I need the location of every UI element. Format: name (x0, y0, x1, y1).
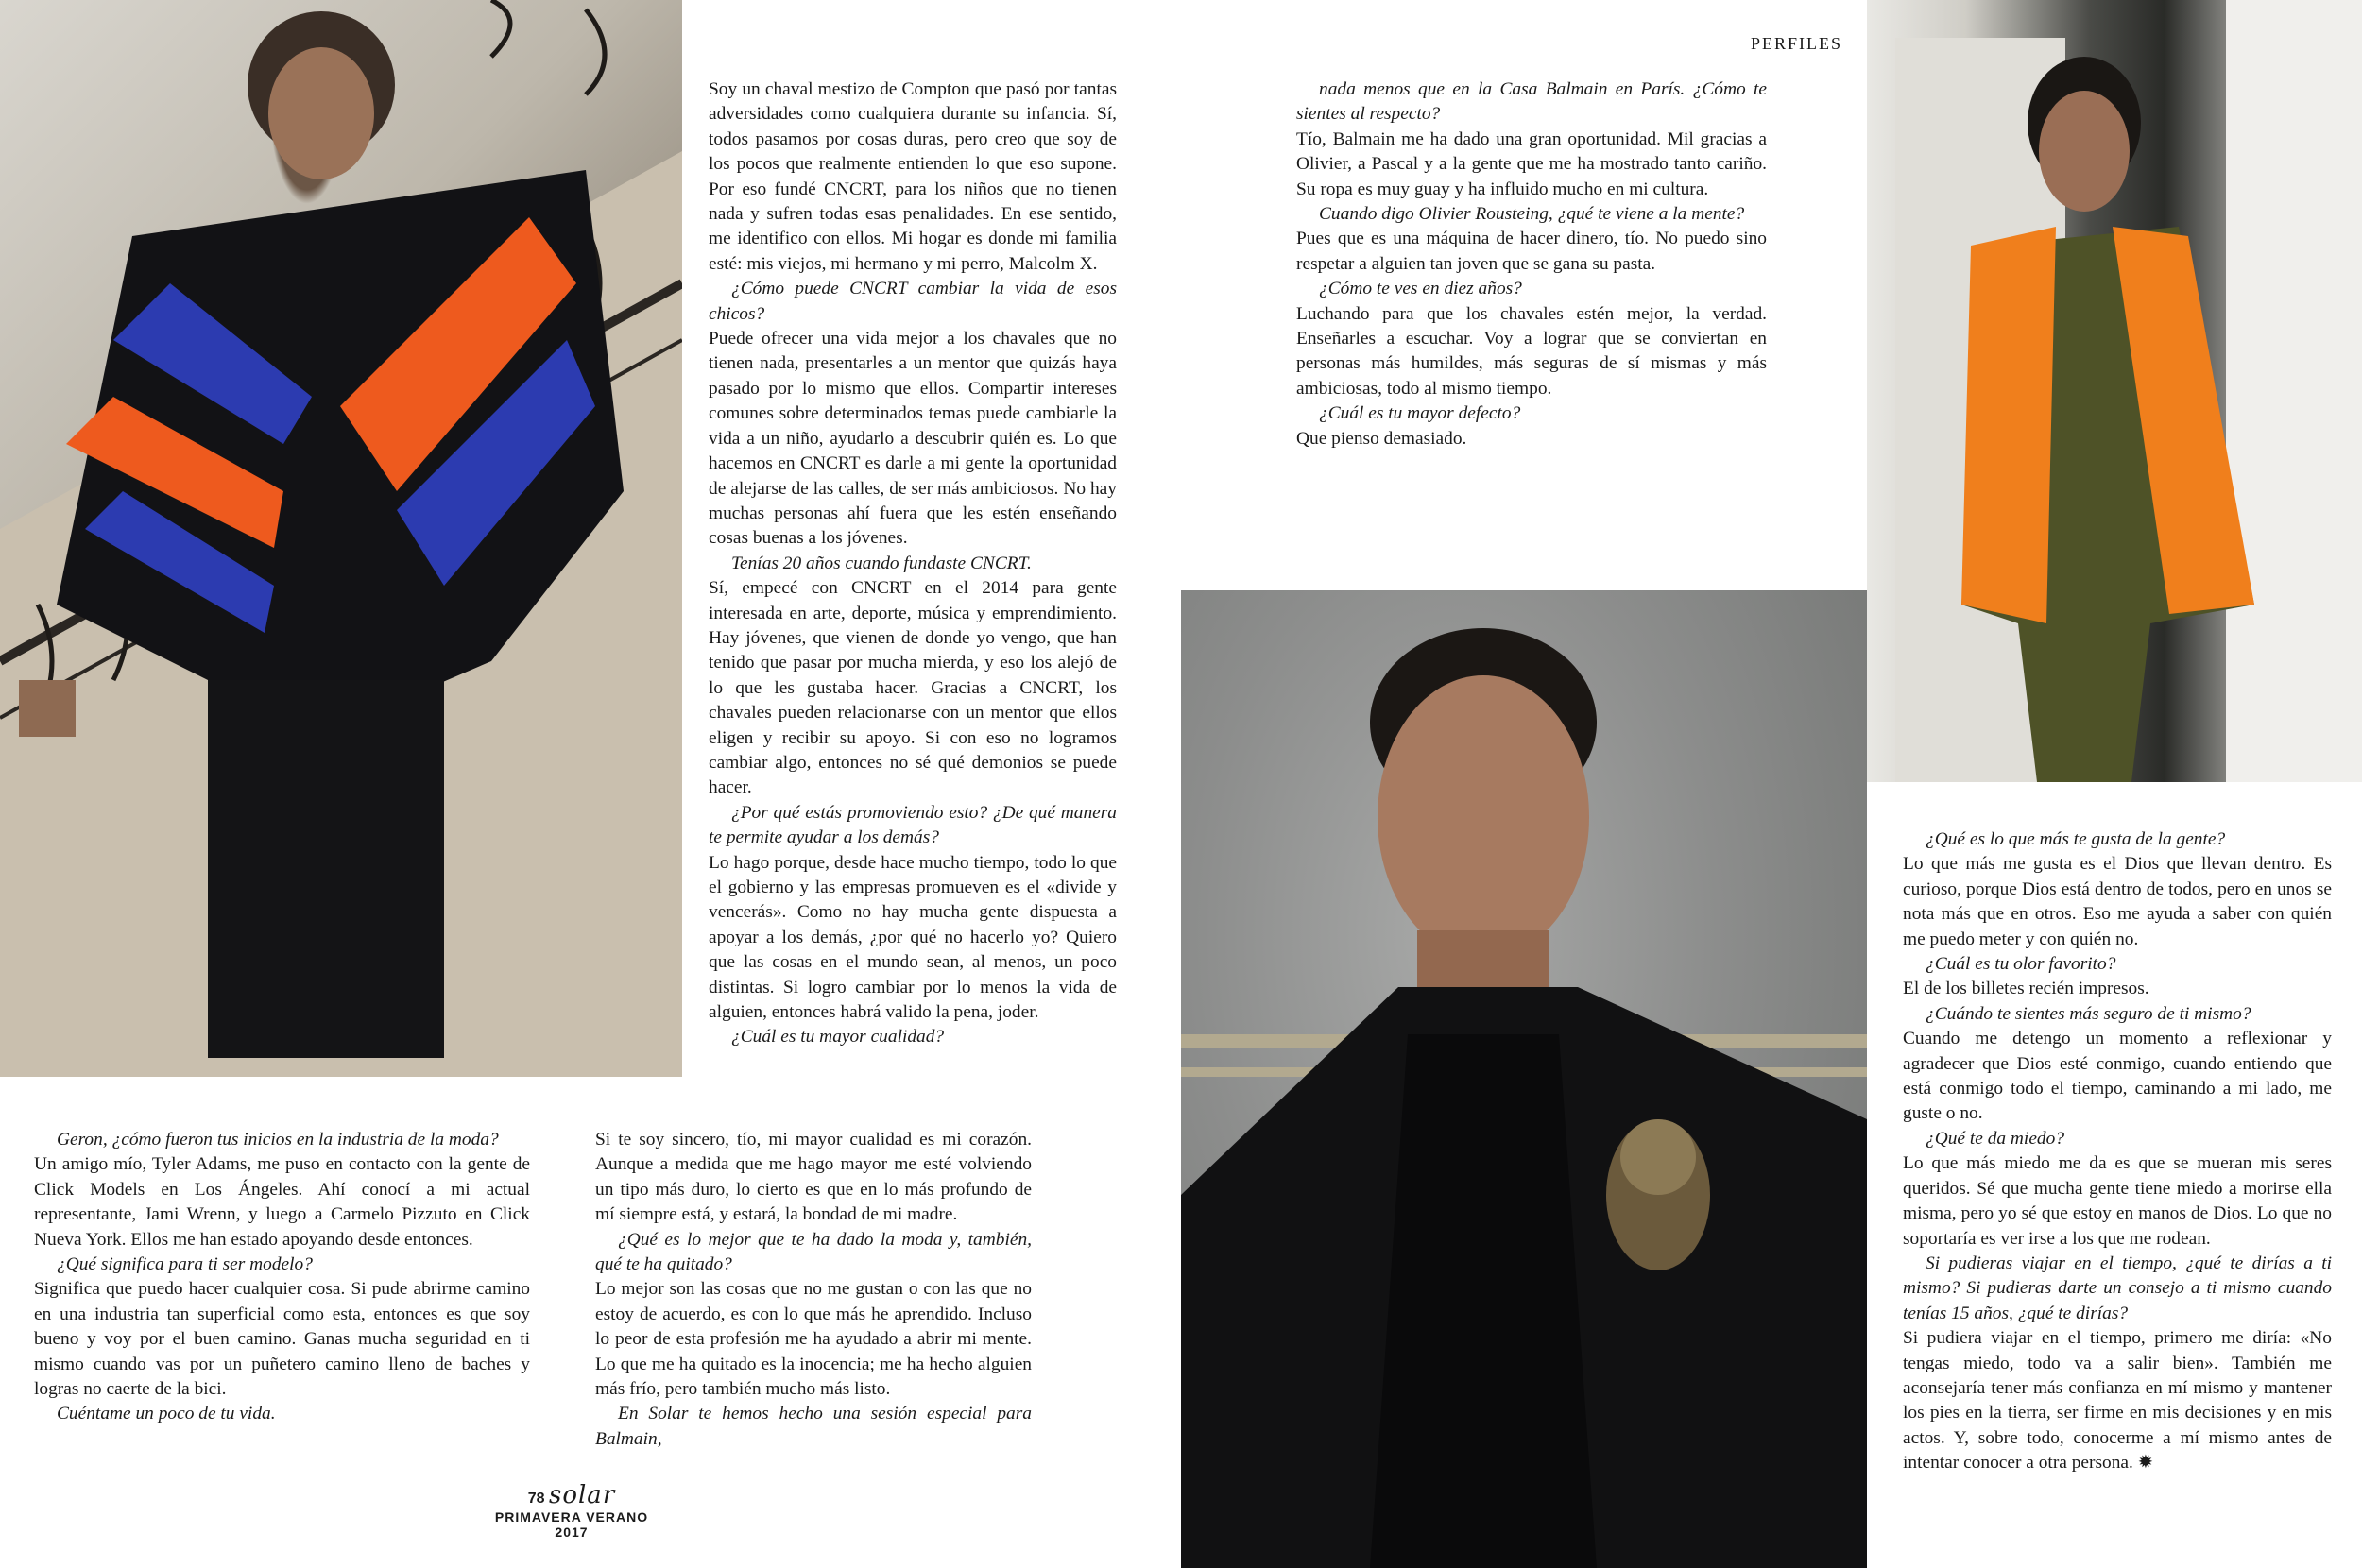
page-number: 78 (527, 1491, 545, 1507)
interview-question: ¿Qué te da miedo? (1926, 1128, 2065, 1149)
interview-answer: Si pudiera viajar en el tiempo, primero me diría: «No tengas miedo, todo va a salir bien». También me aconsejaría tener más confianza en mí mismo y mantener los pies en la tierra, ser firme en mis decisiones y en mis actos. Y, sobre todo, conocerme a mí mismo antes de intentar conocer a otra persona. ✹ (1903, 1328, 2332, 1474)
interview-question: ¿Qué es lo que más te gusta de la gente? (1926, 829, 2226, 849)
interview-question: Tenías 20 años cuando fundaste CNCRT. (731, 553, 1032, 573)
interview-answer: Que pienso demasiado. (1296, 428, 1467, 449)
interview-question: ¿Cuándo te sientes más seguro de ti mismo? (1926, 1003, 2251, 1024)
interview-answer: Si te soy sincero, tío, mi mayor cualidad es mi corazón. Aunque a medida que me hago mayor me esté volviendo un tipo más duro, lo cierto es que en lo más profundo de mí siempre está, y estará, la bondad de mi madre. (595, 1130, 1032, 1225)
column-far-right (1903, 827, 2332, 1476)
interview-question: ¿Cuál es tu olor favorito? (1926, 954, 2116, 975)
issue-label: PRIMAVERA VERANO 2017 (494, 1509, 649, 1540)
interview-answer: Un amigo mío, Tyler Adams, me puso en contacto con la gente de Click Models en Los Ángeles. Ahí conocí a mi actual representante, Jami Wrenn, y luego a Carmelo Pizzuto en Click Nueva York. Ellos me han estado apoyando desde entonces. (34, 1154, 530, 1250)
photo-stairs (0, 0, 682, 1077)
mirror-illustration (1867, 0, 2362, 782)
interview-answer: Cuando me detengo un momento a reflexionar y agradecer que Dios esté conmigo, cuando entiendo que está conmigo todo el tiempo, caminando a mi lado, me guste o no. (1903, 1029, 2332, 1124)
interview-question: ¿Cómo te ves en diez años? (1319, 279, 1522, 299)
interview-question: ¿Cuál es tu mayor cualidad? (731, 1027, 945, 1048)
column-left (34, 1128, 530, 1427)
interview-question: ¿Qué es lo mejor que te ha dado la moda y, también, qué te ha quitado? (595, 1229, 1032, 1275)
interview-question: nada menos que en la Casa Balmain en París. ¿Cómo te sientes al respecto? (1296, 79, 1767, 125)
column-middle-bottom (595, 1128, 1032, 1452)
interview-answer: Luchando para que los chavales estén mejor, la verdad. Enseñarles a escuchar. Voy a lograr que se conviertan en personas más humildes, más seguras de sí mismas y más ambiciosas, todo al mismo tiempo. (1296, 303, 1767, 399)
photo-mirror (1867, 0, 2362, 782)
photo-portrait (1181, 590, 1867, 1568)
stairs-illustration (0, 0, 682, 1077)
interview-answer: Puede ofrecer una vida mejor a los chavales que no tienen nada, presentarles a un mentor que quizás haya pasado por lo mismo que ellos. Compartir intereses comunes sobre determinados temas puede cambiarle la vida a un niño, ayudarlo a descubrir quién es. Lo que hacemos en CNCRT es darle a mi gente la oportunidad de alejarse de las calles, de ser más ambiciosos. No hay muchas personas ahí fuera que les estén enseñando cosas buenas a los jóvenes. (709, 329, 1117, 549)
page-folio (477, 1481, 666, 1540)
interview-answer: Soy un chaval mestizo de Compton que pasó por tantas adversidades como cualquiera durante su infancia. Sí, todos pasamos por cosas duras, pero creo que soy de los pocos que realmente entienden lo que eso supone. Por eso fundé CNCRT, para los niños que no tienen nada y sufren todas esas penalidades. En ese sentido, me identifico con ellos. Mi hogar es donde mi familia esté: mis viejos, mi hermano y mi perro, Malcolm X. (709, 79, 1117, 274)
interview-answer: El de los billetes recién impresos. (1903, 979, 2149, 999)
interview-answer: Tío, Balmain me ha dado una gran oportunidad. Mil gracias a Olivier, a Pascal y a la gente que me ha mostrado tanto cariño. Su ropa es muy guay y ha influido mucho en mi cultura. (1296, 128, 1767, 199)
column-middle-top (709, 77, 1117, 1050)
interview-answer: Lo hago porque, desde hace mucho tiempo, todo lo que el gobierno y las empresas promueven es el «divide y vencerás». Como no hay mucha gente dispuesta a apoyar a los demás, ¿por qué no hacerlo yo? Quiero que las cosas en el mundo sean, al menos, un poco distintas. Si logro cambiar por lo menos la vida de alguien, entonces habrá valido la pena, joder. (709, 852, 1117, 1023)
section-header: PERFILES (1750, 34, 1842, 53)
portrait-illustration (1181, 590, 1867, 1568)
interview-question: Cuando digo Olivier Rousteing, ¿qué te viene a la mente? (1319, 204, 1745, 225)
column-right-top (1296, 77, 1767, 452)
interview-question: Si pudieras viajar en el tiempo, ¿qué te dirías a ti mismo? Si pudieras darte un consejo a ti mismo cuando tenías 15 años, ¿qué te dirías? (1903, 1253, 2332, 1323)
interview-answer: Lo mejor son las cosas que no me gustan o con las que no estoy de acuerdo, es con lo que más he aprendido. Incluso lo peor de esta profesión me ha ayudado a abrir mi mente. Lo que me ha quitado es la inocencia; me ha hecho alguien más frío, pero también mucho más listo. (595, 1279, 1032, 1400)
interview-question: ¿Por qué estás promoviendo esto? ¿De qué manera te permite ayudar a los demás? (709, 802, 1117, 848)
interview-question: En Solar te hemos hecho una sesión especial para Balmain, (595, 1404, 1032, 1449)
magazine-logo: solar (549, 1481, 616, 1509)
interview-answer: Pues que es una máquina de hacer dinero, tío. No puedo sino respetar a alguien tan joven que se gana su pasta. (1296, 229, 1767, 274)
interview-answer: Sí, empecé con CNCRT en el 2014 para gente interesada en arte, deporte, música y emprendimiento. Hay jóvenes, que vienen de donde yo vengo, que han tenido que pasar por mucha mierda, y eso los alejó de lo que les gustaba hacer. Gracias a CNCRT, los chavales pueden relacionarse con un mentor que ellos eligen y recibir su apoyo. Si con eso no logramos cambiar algo, entonces no sé qué demonios se puede hacer. (709, 578, 1117, 798)
interview-answer: Significa que puedo hacer cualquier cosa. Si pude abrirme camino en una industria tan superficial como esta, entonces es que soy bueno y voy por el buen camino. Ganas mucha seguridad en ti mismo cuando vas por un puñetero camino lleno de baches y logras no caerte de la bici. (34, 1279, 530, 1400)
interview-question: ¿Cuál es tu mayor defecto? (1319, 403, 1521, 424)
interview-question: ¿Cómo puede CNCRT cambiar la vida de esos chicos? (709, 279, 1117, 324)
interview-question: Cuéntame un poco de tu vida. (57, 1404, 276, 1424)
interview-answer: Lo que más miedo me da es que se mueran mis seres queridos. Sé que mucha gente tiene miedo a morirse ella misma, pero yo sé que estoy en manos de Dios. Lo que no soportaría es ver irse a los que me rodean. (1903, 1153, 2332, 1249)
interview-answer: Lo que más me gusta es el Dios que llevan dentro. Es curioso, porque Dios está dentro de todos, pero en unos se nota más que en otros. Eso me ayuda a saber con quién me puedo meter y con quién no. (1903, 854, 2332, 949)
interview-question: Geron, ¿cómo fueron tus inicios en la industria de la moda? (57, 1130, 499, 1150)
interview-question: ¿Qué significa para ti ser modelo? (57, 1254, 313, 1275)
